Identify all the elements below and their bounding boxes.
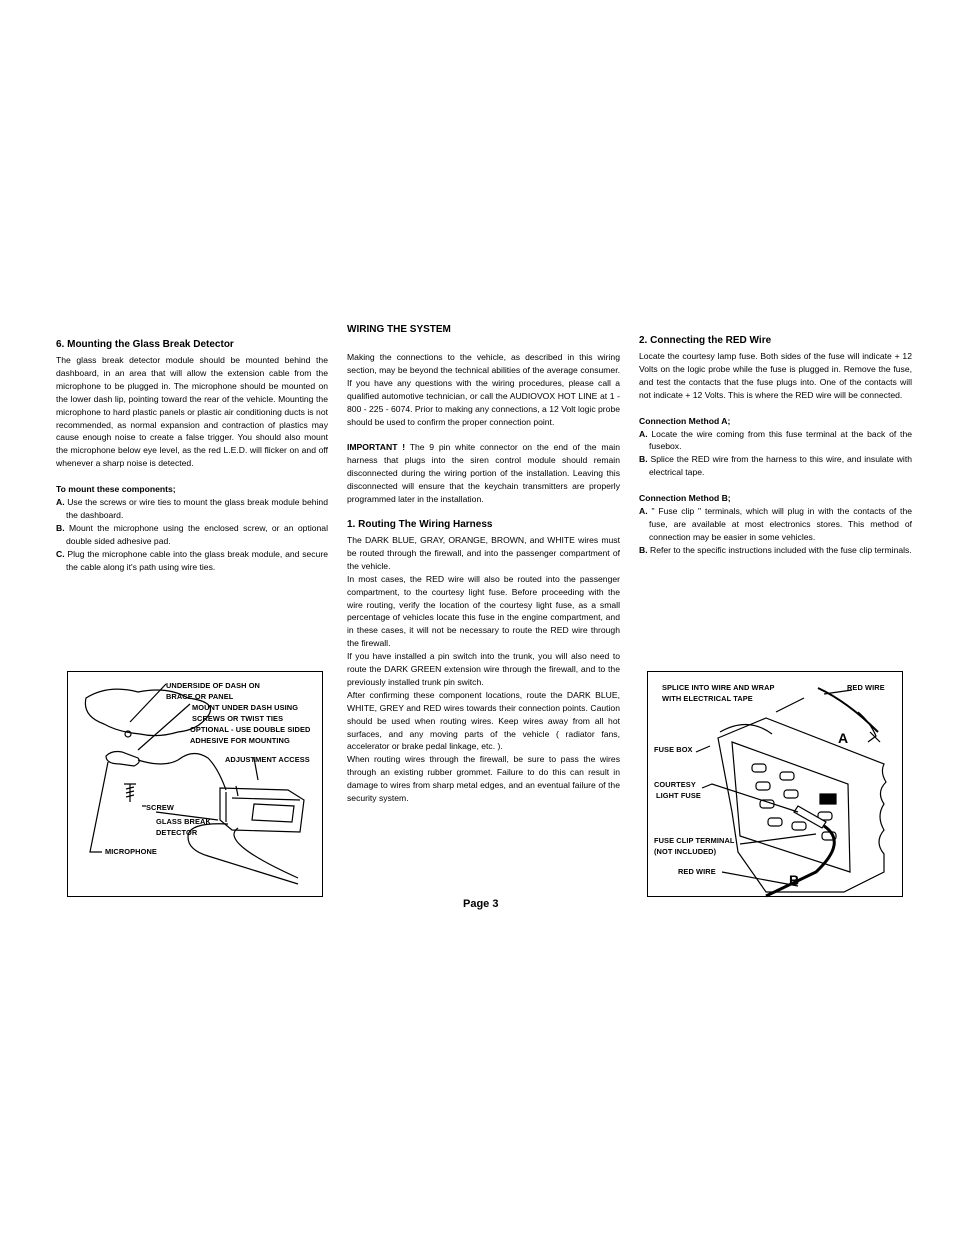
label-microphone: MICROPHONE [105,847,157,856]
list-item: B. Refer to the specific instructions included with the fuse clip terminals. [639,544,912,555]
label-b: B [789,872,800,888]
list-item: C. Plug the microphone cable into the glass break module, and secure the cable along it's path using wire ties. [56,548,328,572]
label-a: A [838,730,849,746]
section-heading-wiring: WIRING THE SYSTEM [347,324,451,335]
routing-paragraph: The DARK BLUE, GRAY, ORANGE, BROWN, and WHITE wires must be routed through the firewall, and into the passenger compartment of the vehicle. [347,534,620,571]
red-wire-intro: Locate the courtesy lamp fuse. Both sides of the fuse will indicate + 12 Volts on the logic probe while the fuse is plugged in. Remove the fuse, and test the contacts that the fuse plugs into. One of the contacts will not indicate + 12 Volts. This is where the RED wire will be connected. [639,351,912,400]
label-mount-2: SCREWS OR TWIST TIES [192,714,284,723]
mount-subheading: To mount these components; [56,484,176,495]
label-red-wire-top: RED WIRE [847,683,885,692]
label-fuse-box: FUSE BOX [654,745,693,754]
routing-paragraph: If you have installed a pin switch into the trunk, you will also need to route the DARK GREEN extension wire through the firewall, and to the previously installed trunk pin switch. [347,651,620,687]
label-glass-break: GLASS BREAK [156,817,211,826]
label-glass-break-2: DETECTOR [156,828,198,837]
middle-column [347,324,620,805]
page-number: Page 3 [463,898,499,910]
list-item: B. Splice the RED wire from the harness to this wire, and insulate with electrical tape. [639,454,912,478]
glass-break-intro: The glass break detector module should be mounted behind the dashboard, in an area that will allow the extension cable from the microphone to be plugged in. The microphone should be mounted on the lower dash lip, pointing toward the rear of the vehicle. Mounting the microphone to hard plastic panels or plastic air conditioning ducts is not recommended, as normal expansion and contraction of plastics may cause enough noise to create a false trigger. You should also mount the microphone below eye level, as the red L.E.D. will flicker on and off whenever a sharp noise is detected. [56,355,328,469]
label-mount: MOUNT UNDER DASH USING [192,703,299,712]
section-heading-routing: 1. Routing The Wiring Harness [347,518,493,530]
label-splice-2: WITH ELECTRICAL TAPE [662,694,753,703]
label-underside-2: BRACE OR PANEL [166,692,234,701]
label-fuse-clip-2: (NOT INCLUDED) [654,847,717,856]
label-adjustment: ADJUSTMENT ACCESS [225,755,310,764]
section-heading-red-wire: 2. Connecting the RED Wire [639,335,772,346]
list-item: A. Locate the wire coming from this fuse terminal at the back of the fusebox. [639,428,913,452]
list-item: B. Mount the microphone using the enclosed screw, or an optional double sided adhesive pad. [56,522,328,546]
right-column [639,335,912,557]
label-red-wire-bottom: RED WIRE [678,867,716,876]
label-screw: SCREW [146,803,175,812]
fuse-box-diagram [647,671,903,897]
routing-paragraph: When routing wires through the firewall, be sure to pass the wires through an existing rubber grommet. Failure to do this can result in damage to wires from sharp metal edges, and an eventual failure of the security system. [347,754,620,804]
routing-paragraph: After confirming these component locations, route the DARK BLUE, WHITE, GREY and RED wires towards their connection points. Caution should be used when routing wires. Keep wires away from all hot surfaces, and any moving parts of the vehicle ( radiator fans, accelerator or brake pedal linkage, etc. ). [347,689,620,752]
section-heading-glass-break: 6. Mounting the Glass Break Detector [56,339,234,350]
left-column [56,339,328,574]
label-mount-4: ADHESIVE FOR MOUNTING [190,736,290,745]
label-fuse-clip: FUSE CLIP TERMINAL [654,836,735,845]
important-note: IMPORTANT ! The 9 pin white connector on the end of the main harness that plugs into the siren control module should remain disconnected during the wiring portion of the installation. Leaving this disconnected will ensure that the keychain transmitters are properly programmed later in the installation. [347,442,620,505]
list-item: A. Use the screws or wire ties to mount the glass break module behind the dashboard. [56,497,328,520]
method-b-heading: Connection Method B; [639,493,731,504]
label-splice: SPLICE INTO WIRE AND WRAP [662,683,775,692]
method-a-heading: Connection Method A; [639,415,731,426]
label-courtesy: COURTESY [654,780,696,789]
label-mount-3: OPTIONAL - USE DOUBLE SIDED [190,725,311,734]
routing-paragraph: In most cases, the RED wire will also be routed into the passenger compartment, to the courtesy light fuse. Before proceeding with the wire routing, verify the location of the courtesy light fuse, as a small percentage of vehicles locate this fuse in the engine compartment, and in these cases, it will not be necessary to route the RED wire through the firewall. [347,573,620,649]
label-underside: UNDERSIDE OF DASH ON [166,681,260,690]
label-courtesy-2: LIGHT FUSE [656,791,701,800]
wiring-intro: Making the connections to the vehicle, as described in this wiring section, may be beyond the technical abilities of the average consumer. If you have any questions with the wiring procedures, please call a qualified automotive technician, or call the AUDIOVOX HOT LINE at 1 - 800 - 225 - 6074. Prior to making any connections, a 12 Volt logic probe should be used to confirm the proper connection point. [347,352,620,427]
glass-break-diagram [67,671,323,897]
list-item: A. " Fuse clip " terminals, which will plug in with the contacts of the fuse, are available at most electronics stores. This method of connection may be easier in some vehicles. [639,506,913,542]
